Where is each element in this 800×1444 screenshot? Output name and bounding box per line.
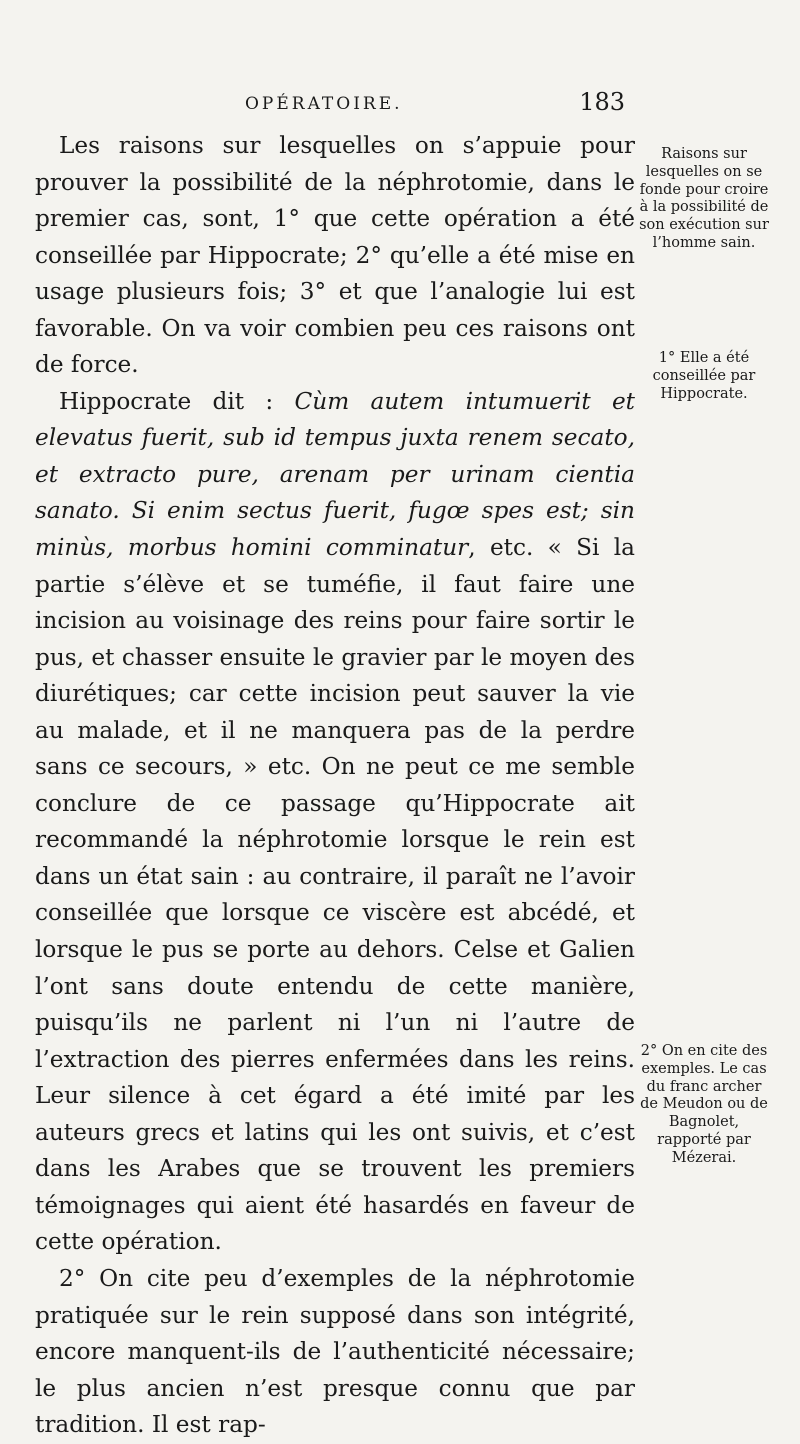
marginal-note-2: 1° Elle a été conseillée par Hippocrate. [652,350,756,402]
paragraph-1: Les raisons sur lesquelles on s’appuie pour prouver la possibilité de la néphrotomie, dans le premier cas, sont, 1° que cette opération a été conseillée par Hippocrate; 2° qu’elle a été mise en usage plusieurs fois; 3° et que l’analogie lui est favorable. On va voir combien peu ces raisons ont de force. [35,132,635,379]
paragraph-2-lead: Hippocrate dit : [59,387,295,415]
marginal-note-3: 2° On en cite des exemples. Le cas du franc archer de Meudon ou de Bagnolet, rapporté par Mézerai. [640,1043,768,1166]
marginal-note-1: Raisons sur lesquelles on se fonde pour croire à la possibilité de son exécution sur l’homme sain. [639,146,769,251]
running-title: OPÉRATOIRE. [245,94,403,114]
page-number: 183 [579,88,625,116]
paragraph-3: 2° On cite peu d’exemples de la néphrotomie pratiquée sur le rein supposé dans son intégrité, encore manquent-ils de l’authenticité nécessaire; le plus ancien n’est presque connu que par tradition. Il est rap- [35,1264,635,1439]
page-header [35,88,625,120]
paragraph-2-rest: , etc. « Si la partie s’élève et se tuméfie, il faut faire une incision au voisinage des reins pour faire sortir le pus, et chasser ensuite le gravier par le moyen des diurétiques; car cette incision peut sauver la vie au malade, et il ne manquera pas de la perdre sans ce secours, » etc. On ne peut ce me semble conclure de ce passage qu’Hippocrate ait recommandé la néphrotomie lorsque le rein est dans un état sain : au contraire, il paraît ne l’avoir conseillée que lorsque ce viscère est abcédé, et lorsque le pus se porte au dehors. Celse et Galien l’ont sans doute entendu de cette manière, puisqu’ils ne parlent ni l’un ni l’autre de l’extraction des pierres enfermées dans les reins. Leur silence à cet égard a été imité par les auteurs grecs et latins qui les ont suivis, et c’est dans les Arabes que se trouvent les premiers témoignages qui aient été hasardés en faveur de cette opération. [35,534,635,1256]
main-text [35,128,635,1444]
latin-quotation: Cùm autem intumuerit et elevatus fuerit, sub id tempus juxta renem secato, et extracto pure, arenam per urinam cientia sanato. Si enim sectus fuerit, fugœ spes est; sin minùs, morbus homini comminatur [35,387,635,562]
paragraph-2 [35,384,635,1261]
